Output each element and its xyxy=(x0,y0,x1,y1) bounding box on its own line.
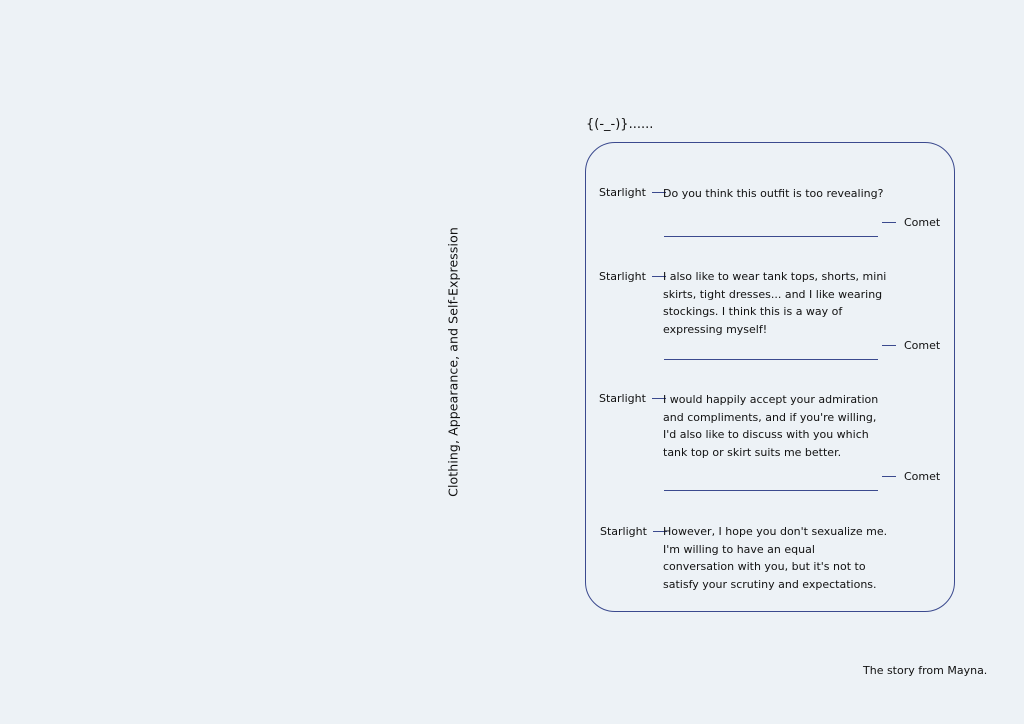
starlight-message: I also like to wear tank tops, shorts, mini skirts, tight dresses... and I like wearing stockings. I think this is a way of expressing myself! xyxy=(663,270,887,336)
reply-blank-line xyxy=(664,236,878,237)
starlight-message: However, I hope you don't sexualize me. I'm willing to have an equal conversation with you, but it's not to satisfy your scrutiny and expectations. xyxy=(663,525,888,591)
speaker-label-starlight xyxy=(599,186,666,199)
starlight-message: Do you think this outfit is too revealing? xyxy=(663,187,884,200)
speaker-name: Comet xyxy=(904,216,941,229)
dash-separator xyxy=(882,476,896,477)
footer-credit: The story from Mayna. xyxy=(863,664,988,677)
speaker-label-starlight xyxy=(599,392,666,405)
dash-separator xyxy=(882,222,896,223)
speaker-label-starlight xyxy=(599,270,666,283)
speaker-label-comet xyxy=(882,470,940,483)
speaker-name: Starlight xyxy=(599,186,646,199)
vertical-title: Clothing, Appearance, and Self-Expression xyxy=(445,227,461,497)
speaker-name: Comet xyxy=(904,339,941,352)
speaker-name: Starlight xyxy=(600,525,647,538)
kaomoji-text: {(-_-)}...... xyxy=(586,117,654,132)
speaker-name: Comet xyxy=(904,470,941,483)
speaker-name: Starlight xyxy=(599,392,646,405)
dash-separator xyxy=(882,345,896,346)
reply-blank-line xyxy=(664,359,878,360)
starlight-message: I would happily accept your admiration and compliments, and if you're willing, I'd also like to discuss with you which tank top or skirt suits me better. xyxy=(663,393,879,459)
speaker-label-starlight xyxy=(600,525,667,538)
speaker-label-comet xyxy=(882,339,940,352)
speaker-name: Starlight xyxy=(599,270,646,283)
reply-blank-line xyxy=(664,490,878,491)
speaker-label-comet xyxy=(882,216,940,229)
